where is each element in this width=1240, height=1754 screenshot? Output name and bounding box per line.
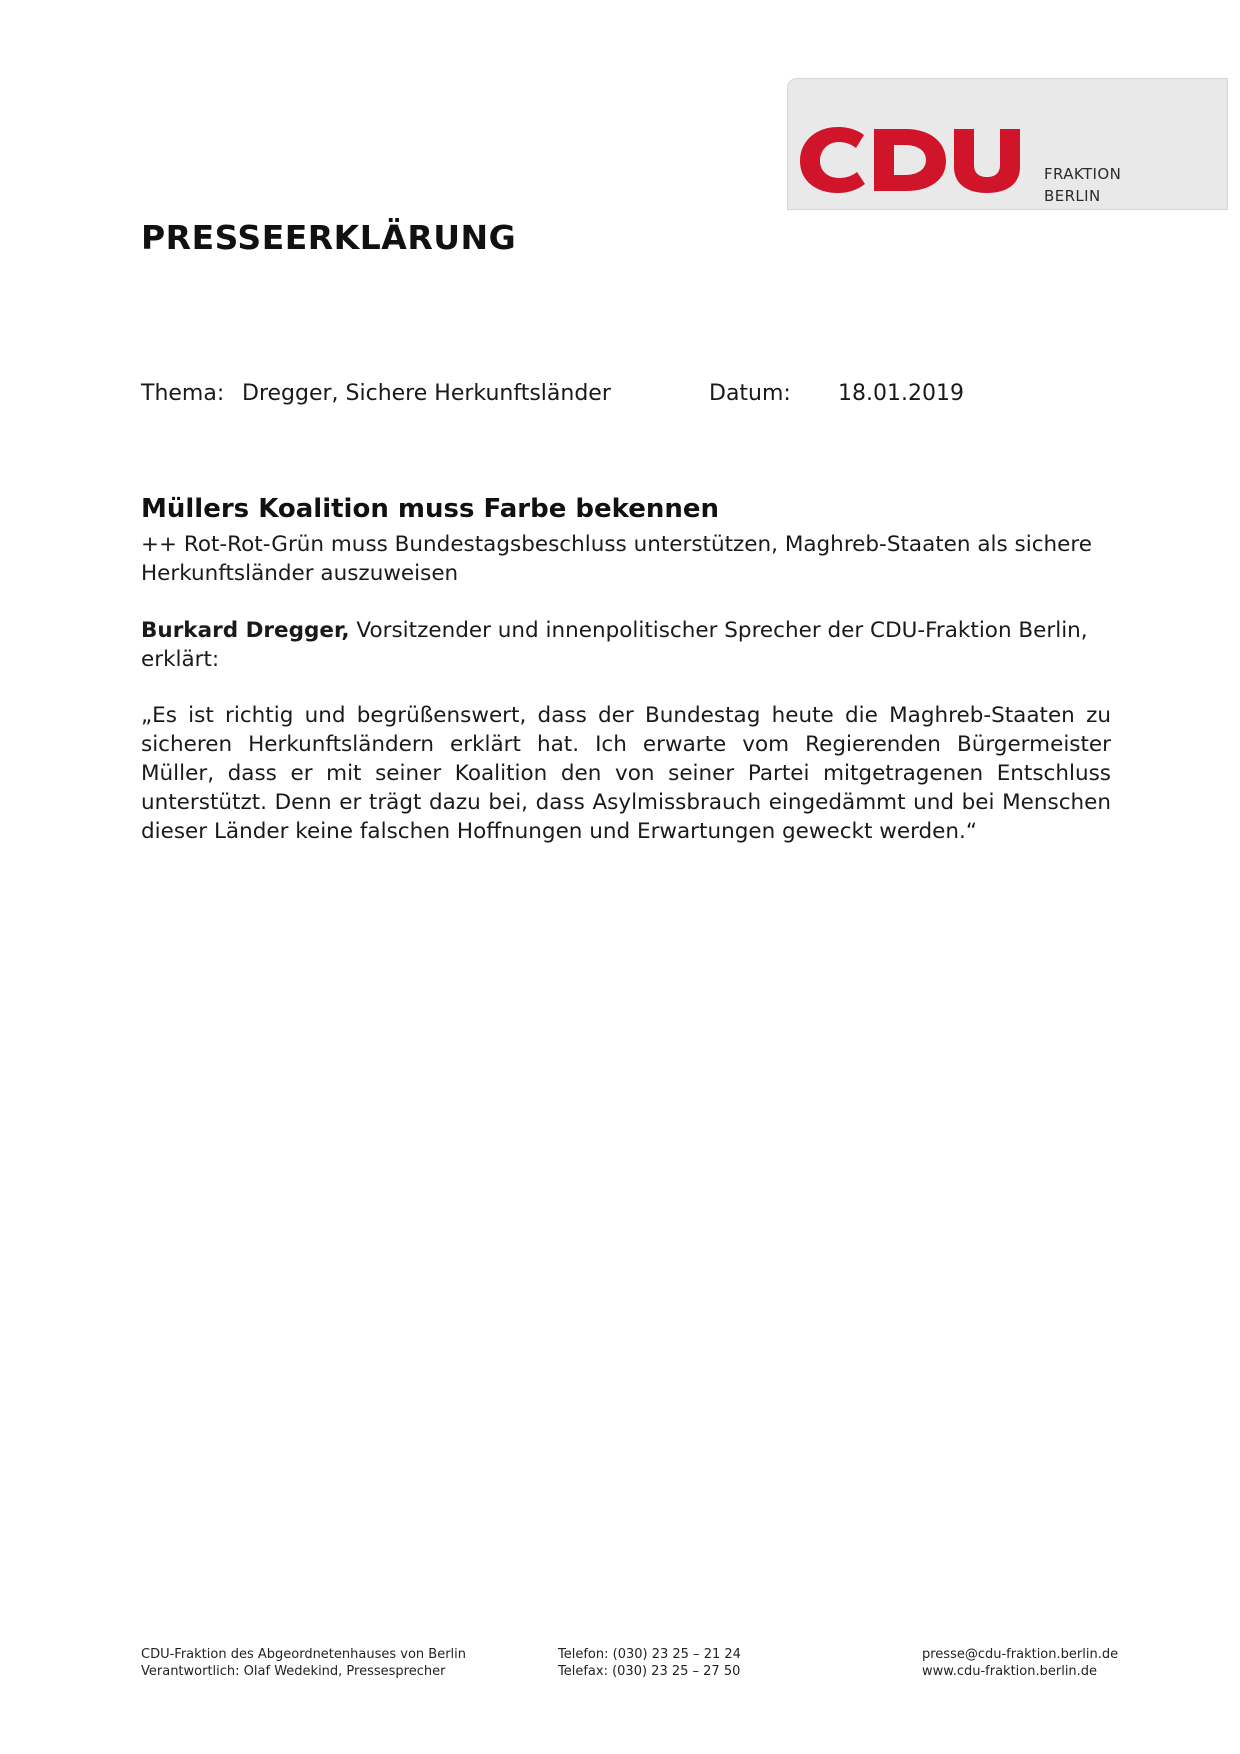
footer-org-name: CDU-Fraktion des Abgeordnetenhauses von Berlin [141,1647,467,1662]
footer-online [922,1646,1118,1680]
logo-subtitle-line2: BERLIN [1044,187,1101,205]
date-value: 18.01.2019 [838,381,964,406]
footer-phone: Telefon: (030) 23 25 – 21 24 [558,1647,741,1662]
subheadline: ++ Rot-Rot-Grün muss Bundestagsbeschluss unterstützen, Maghreb-Staaten als sichere Herkunftsländer auszuweisen [141,532,1092,586]
page-title: PRESSEERKLÄRUNG [141,218,517,257]
footer-email[interactable]: presse@cdu-fraktion.berlin.de [922,1647,1119,1662]
topic-label: Thema: [141,381,225,406]
speaker-intro [141,616,1111,674]
cdu-logo-icon [798,125,1022,195]
logo-subtitle [1044,163,1121,207]
topic-value: Dregger, Sichere Herkunftsländer [242,381,611,406]
speaker-name: Burkard Dregger, [141,618,350,643]
footer-responsible: Verantwortlich: Olaf Wedekind, Pressesprecher [141,1664,446,1679]
logo-subtitle-line1: FRAKTION [1044,165,1122,183]
footer-web[interactable]: www.cdu-fraktion.berlin.de [922,1664,1098,1679]
footer-contact [558,1646,741,1680]
date-label: Datum: [709,381,791,406]
quote-paragraph: „Es ist richtig und begrüßenswert, dass der Bundestag heute die Maghreb-Staaten zu sicheren Herkunftsländern erklärt hat. Ich erwarte vom Regierenden Bürgermeister Müller, dass er mit seiner Koalition den von seiner Partei mitgetragenen Entschluss unterstützt. Denn er trägt dazu bei, dass Asylmissbrauch eingedämmt und bei Menschen dieser Länder keine falschen Hoffnungen und Erwartungen geweckt werden.“ [141,703,1111,844]
footer-org [141,1646,466,1680]
headline: Müllers Koalition muss Farbe bekennen [141,494,720,524]
cdu-logo [787,78,1228,210]
footer-fax: Telefax: (030) 23 25 – 27 50 [558,1664,741,1679]
speaker-role: Vorsitzender und innenpolitischer Sprecher der CDU-Fraktion Berlin, erklärt: [141,618,1088,672]
